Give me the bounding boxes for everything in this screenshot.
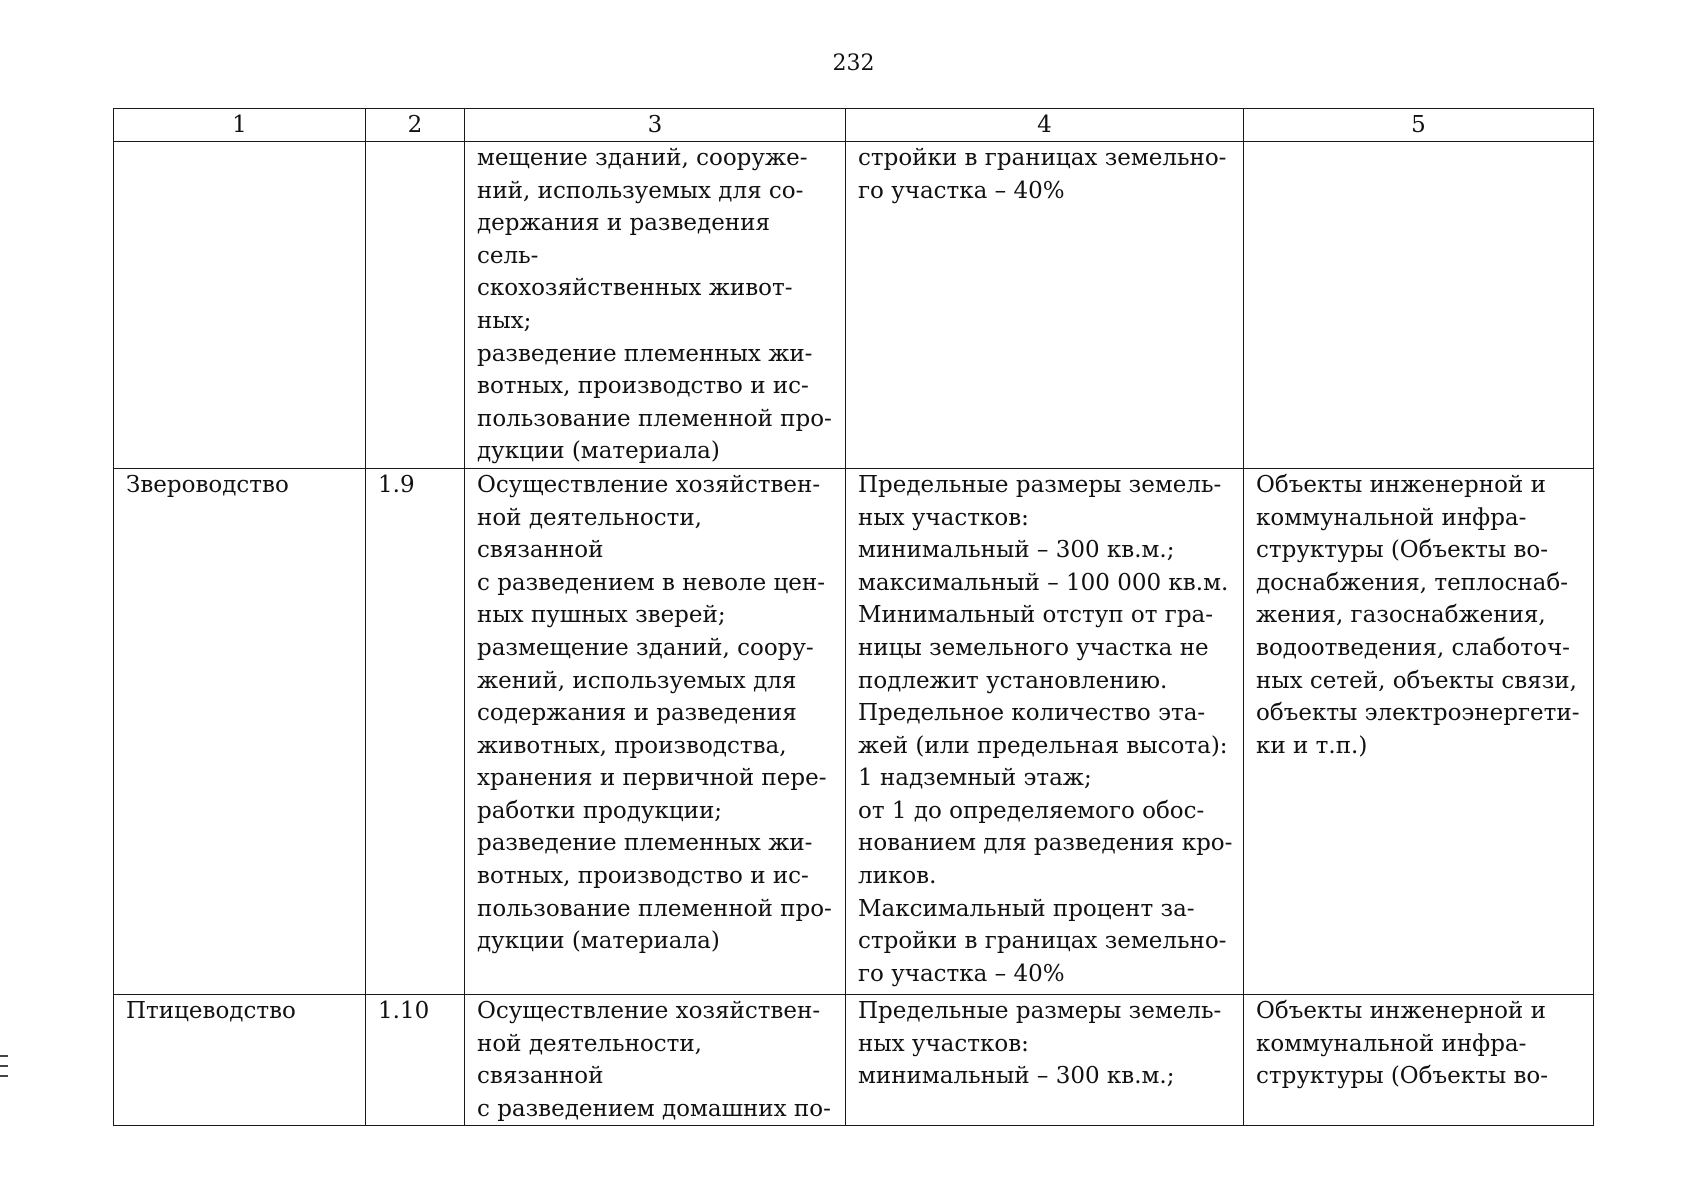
- margin-tick: [0, 1055, 8, 1057]
- parameters-cell: Предельные размеры земель- ных участков: минимальный – 300 кв.м.; максимальный – 100 000 кв.м. Минимальный отступ от гра- ницы земельного участка не подлежит установлению. Предельное количество эта- жей (или предельная высота): 1 надземный этаж; от 1 до определяемого обос- нованием для разведения кро- ликов. Максимальный процент за- стройки в границах земельно- го участка – 40%: [846, 468, 1244, 994]
- use-code-cell: [366, 142, 465, 469]
- land-use-table: [113, 108, 1594, 1126]
- use-description-cell: Осуществление хозяйствен- ной деятельности, связанной с разведением домашних по-: [465, 994, 846, 1125]
- table-row: [114, 994, 1594, 1125]
- table-header-row: [114, 109, 1594, 142]
- use-name-cell: Звероводство: [114, 468, 366, 994]
- header-cell-2: 2: [366, 109, 465, 142]
- auxiliary-uses-cell: Объекты инженерной и коммунальной инфра- структуры (Объекты во-: [1244, 994, 1594, 1125]
- parameters-cell: стройки в границах земельно- го участка – 40%: [846, 142, 1244, 469]
- use-code-cell: 1.10: [366, 994, 465, 1125]
- header-cell-1: 1: [114, 109, 366, 142]
- use-name-cell: [114, 142, 366, 469]
- auxiliary-uses-cell: Объекты инженерной и коммунальной инфра- структуры (Объекты во- доснабжения, теплоснаб- жения, газоснабжения, водоотведения, слаботоч- ных сетей, объекты связи, объекты электроэнергети- ки и т.п.): [1244, 468, 1594, 994]
- auxiliary-uses-cell: [1244, 142, 1594, 469]
- margin-tick: [0, 1075, 8, 1077]
- margin-tick: [0, 1065, 8, 1067]
- header-cell-4: 4: [846, 109, 1244, 142]
- page-number: 232: [832, 51, 875, 76]
- use-description-cell: мещение зданий, сооруже- ний, используемых для со- держания и разведения сель- скохозяйственных живот- ных; разведение племенных жи- вотных, производство и ис- пользование племенной про- дукции (материала): [465, 142, 846, 469]
- header-cell-3: 3: [465, 109, 846, 142]
- use-description-cell: Осуществление хозяйствен- ной деятельности, связанной с разведением в неволе цен- ных пушных зверей; размещение зданий, соору- жений, используемых для содержания и разведения животных, производства, хранения и первичной пере- работки продукции; разведение племенных жи- вотных, производство и ис- пользование племенной про- дукции (материала): [465, 468, 846, 994]
- table-row: [114, 468, 1594, 994]
- use-name-cell: Птицеводство: [114, 994, 366, 1125]
- table-row: [114, 142, 1594, 469]
- use-code-cell: 1.9: [366, 468, 465, 994]
- scan-margin-marks: [0, 1055, 10, 1085]
- parameters-cell: Предельные размеры земель- ных участков: минимальный – 300 кв.м.;: [846, 994, 1244, 1125]
- header-cell-5: 5: [1244, 109, 1594, 142]
